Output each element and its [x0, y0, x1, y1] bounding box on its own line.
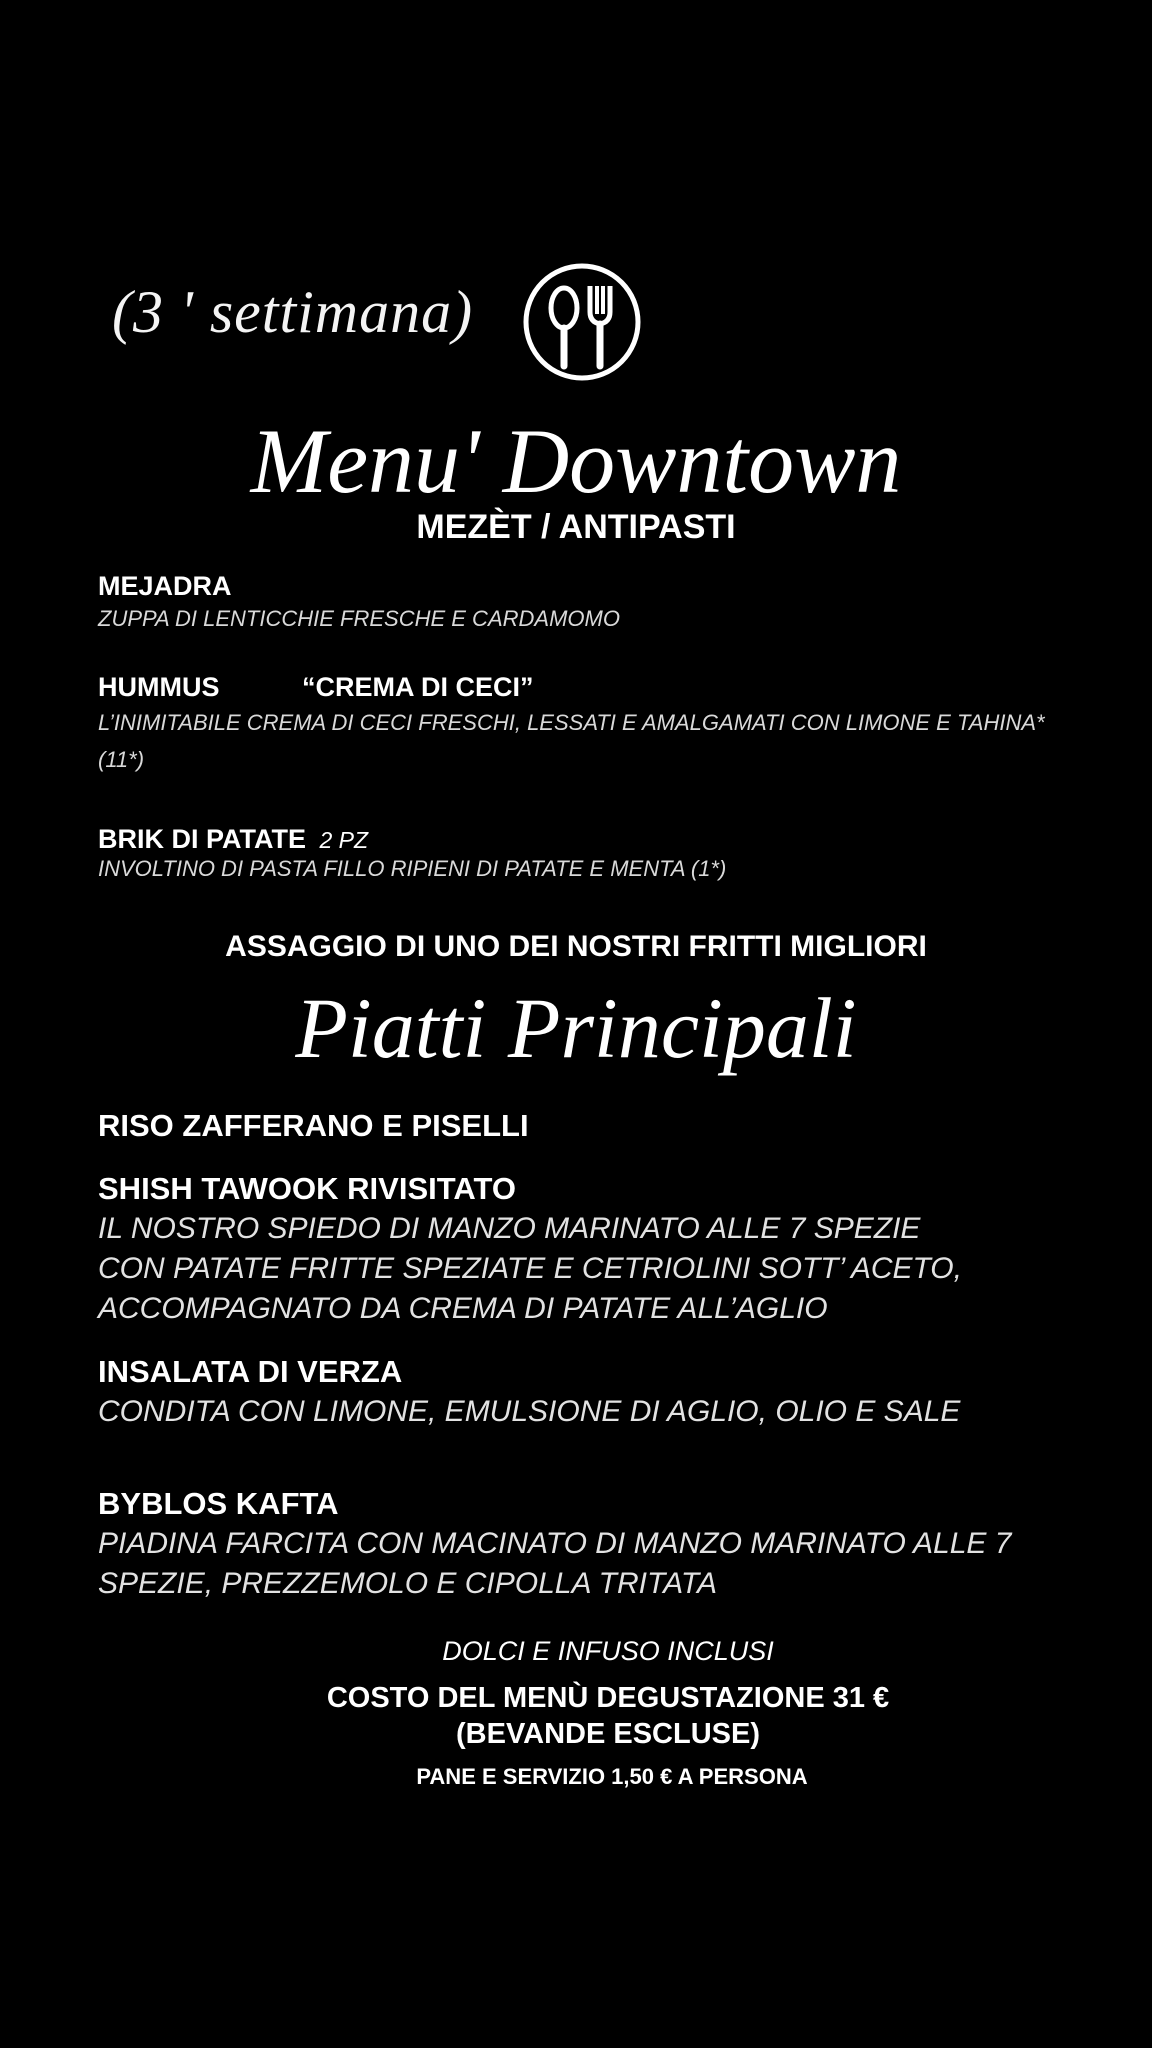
- item-name-mejadra: MEJADRA: [98, 571, 232, 601]
- item-desc-shish-line1: IL NOSTRO SPIEDO DI MANZO MARINATO ALLE 7 SPEZIE: [98, 1212, 921, 1245]
- item-desc-hummus-line1: L’INIMITABILE CREMA DI CECI FRESCHI, LESSATI E AMALGAMATI CON LIMONE E TAHINA*: [98, 710, 1045, 735]
- bread-note: PANE E SERVIZIO 1,50 € A PERSONA: [416, 1764, 808, 1789]
- item-desc-kafta-line1: PIADINA FARCITA CON MACINATO DI MANZO MARINATO ALLE 7: [98, 1527, 1012, 1560]
- included-note: DOLCI E INFUSO INCLUSI: [442, 1636, 774, 1666]
- item-desc-brik: INVOLTINO DI PASTA FILLO RIPIENI DI PATATE E MENTA (1*): [98, 856, 727, 881]
- item-desc-hummus-line2: (11*): [98, 747, 145, 772]
- item-name-verza: INSALATA DI VERZA: [98, 1354, 403, 1389]
- cost-line: COSTO DEL MENÙ DEGUSTAZIONE 31 €: [326, 1682, 890, 1714]
- brik-qty: 2 PZ: [319, 827, 369, 853]
- antipasti-heading: MEZÈT / ANTIPASTI: [416, 508, 736, 546]
- drinks-note: (BEVANDE ESCLUSE): [456, 1718, 760, 1750]
- item-desc-mejadra: ZUPPA DI LENTICCHIE FRESCHE E CARDAMOMO: [98, 606, 620, 631]
- item-desc-verza: CONDITA CON LIMONE, EMULSIONE DI AGLIO, OLIO E SALE: [98, 1395, 961, 1428]
- fried-note: ASSAGGIO DI UNO DEI NOSTRI FRITTI MIGLIORI: [225, 930, 927, 963]
- item-subtitle-hummus: “CREMA DI CECI”: [302, 672, 534, 702]
- item-name-brik: [98, 824, 368, 855]
- item-desc-shish-line2: CON PATATE FRITTE SPEZIATE E CETRIOLINI SOTT’ ACETO,: [98, 1252, 962, 1285]
- brik-name: BRIK DI PATATE: [98, 824, 306, 854]
- item-name-kafta: BYBLOS KAFTA: [98, 1486, 339, 1521]
- item-name-hummus: HUMMUS: [98, 672, 220, 702]
- fork-spoon-icon: [522, 262, 642, 382]
- item-desc-kafta-line2: SPEZIE, PREZZEMOLO E CIPOLLA TRITATA: [98, 1567, 717, 1600]
- principali-heading: Piatti Principali: [295, 980, 857, 1076]
- item-desc-shish-line3: ACCOMPAGNATO DA CREMA DI PATATE ALL’AGLIO: [98, 1292, 828, 1325]
- item-name-shish: SHISH TAWOOK RIVISITATO: [98, 1171, 516, 1206]
- item-name-riso: RISO ZAFFERANO E PISELLI: [98, 1108, 529, 1143]
- week-label: (3 ' settimana): [112, 279, 474, 345]
- menu-title: Menu' Downtown: [250, 410, 902, 512]
